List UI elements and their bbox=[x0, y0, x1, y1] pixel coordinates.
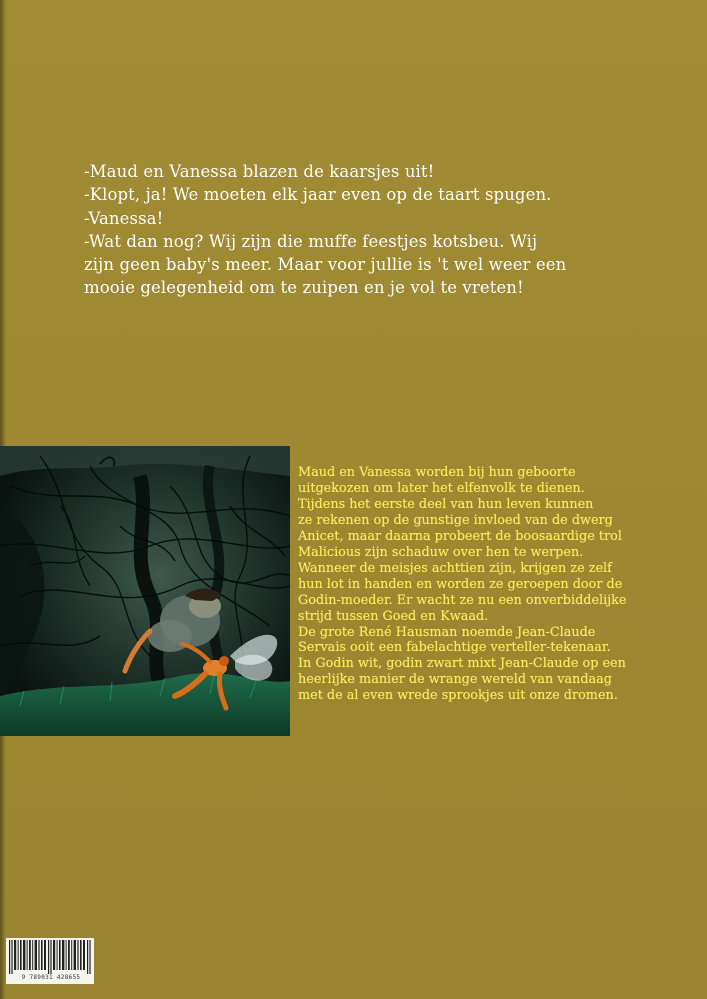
barcode-number: 9 789031 428655 bbox=[21, 974, 81, 981]
synopsis-line: ze rekenen op de gunstige invloed van de dwerg bbox=[298, 512, 613, 528]
synopsis-line: Wanneer de meisjes achttien zijn, krijgen ze zelf bbox=[298, 560, 612, 576]
synopsis-line: heerlijke manier de wrange wereld van vandaag bbox=[298, 672, 612, 688]
dialogue-line: -Wat dan nog? Wij zijn die muffe feestjes kotsbeu. Wij bbox=[84, 231, 538, 251]
synopsis-line: strijd tussen Goed en Kwaad. bbox=[298, 608, 489, 624]
synopsis-line: Maud en Vanessa worden bij hun geboorte bbox=[298, 465, 576, 480]
dialogue-line: -Maud en Vanessa blazen de kaarsjes uit! bbox=[84, 162, 435, 181]
synopsis-text bbox=[298, 465, 698, 704]
barcode bbox=[6, 938, 94, 984]
synopsis-line: Godin-moeder. Er wacht ze nu een onverbiddelijke bbox=[298, 592, 627, 608]
synopsis-line: Tijdens het eerste deel van hun leven kunnen bbox=[298, 496, 594, 512]
synopsis-line: met de al even wrede sprookjes uit onze dromen. bbox=[298, 688, 618, 704]
barcode-bars bbox=[9, 940, 91, 974]
dialogue-excerpt bbox=[84, 160, 584, 300]
dialogue-line: zijn geen baby's meer. Maar voor jullie is 't wel weer een bbox=[84, 255, 567, 275]
synopsis-line: hun lot in handen en worden ze geroepen door de bbox=[298, 576, 623, 592]
synopsis-line: Anicet, maar daarna probeert de boosaardige trol bbox=[298, 528, 622, 544]
synopsis-line: uitgekozen om later het elfenvolk te dienen. bbox=[298, 480, 585, 496]
cover-illustration bbox=[0, 446, 290, 736]
dialogue-line: -Klopt, ja! We moeten elk jaar even op de taart spugen. bbox=[84, 185, 552, 205]
synopsis-line: Servais ooit een fabelachtige verteller-tekenaar. bbox=[298, 640, 611, 656]
synopsis-line: Malicious zijn schaduw over hen te werpen. bbox=[298, 544, 584, 560]
synopsis-line: De grote René Hausman noemde Jean-Claude bbox=[298, 624, 596, 640]
dialogue-line: mooie gelegenheid om te zuipen en je vol te vreten! bbox=[84, 278, 524, 298]
synopsis-line: In Godin wit, godin zwart mixt Jean-Claude op een bbox=[298, 656, 626, 672]
dialogue-line: -Vanessa! bbox=[84, 208, 164, 228]
